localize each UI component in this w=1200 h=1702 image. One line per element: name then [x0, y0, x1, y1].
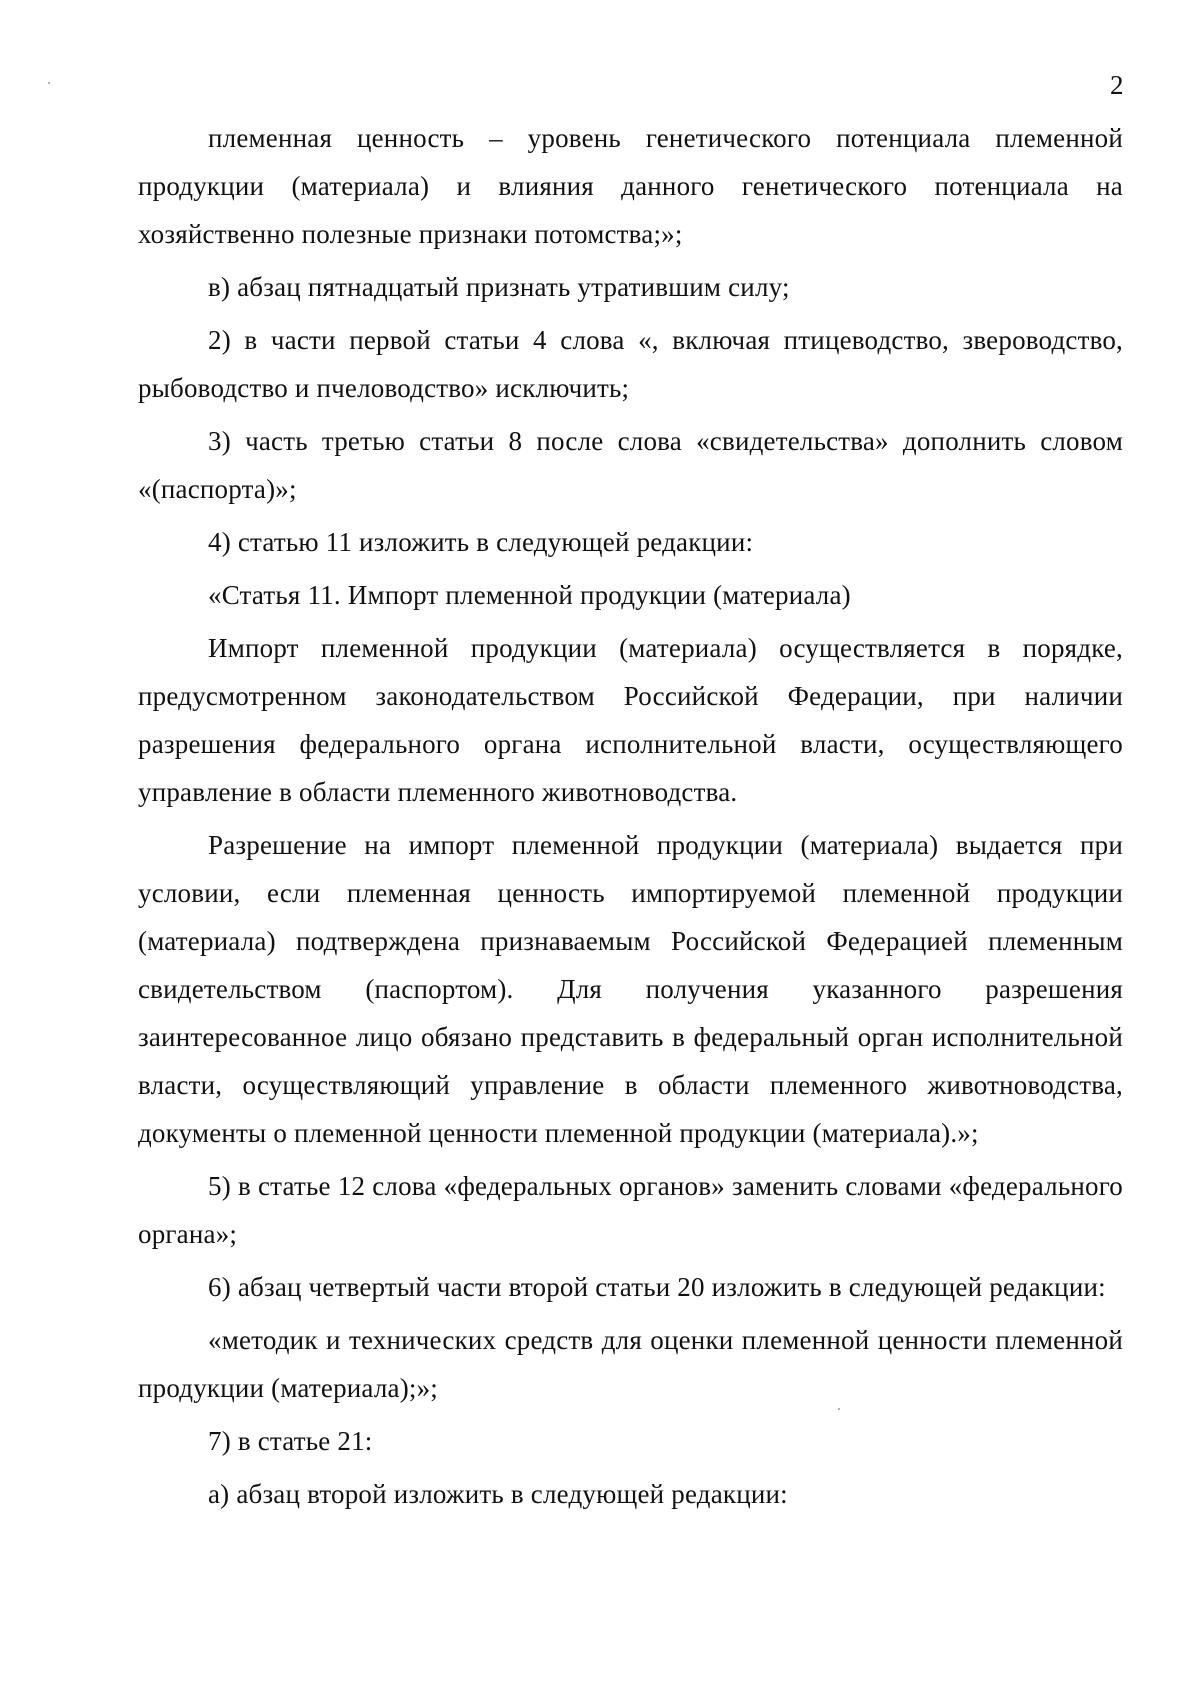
- page-number: 2: [1110, 70, 1124, 100]
- paragraph: 6) абзац четвертый части второй статьи 20 изложить в следующей редакции:: [208, 1272, 1106, 1302]
- paragraph: а) абзац второй изложить в следующей редакции:: [208, 1479, 788, 1509]
- paragraph: Разрешение на импорт племенной продукции (материала) выдается при условии, если племенная ценность импортируемой племенной продукции (материала) подтверждена признаваемым Российской Федерацией племенным свидетельством (паспортом). Для получения указанного разрешения заинтересованное лицо обязано представить в федеральный орган исполнительной власти, осуществляющий управление в области племенного животноводства, документы о племенной ценности племенной продукции (материала).»;: [138, 830, 1123, 1148]
- paragraph: 5) в статье 12 слова «федеральных органов» заменить словами «федерального органа»;: [138, 1171, 1123, 1249]
- scan-speck: [838, 1408, 840, 1410]
- paragraph: племенная ценность – уровень генетического потенциала племенной продукции (материала) и влияния данного генетического потенциала на хозяйственно полезные признаки потомства;»;: [138, 123, 1123, 249]
- scan-speck: [48, 82, 50, 84]
- paragraph: 7) в статье 21:: [208, 1426, 373, 1456]
- article-heading: «Статья 11. Импорт племенной продукции (материала): [208, 580, 851, 610]
- paragraph: 2) в части первой статьи 4 слова «, включая птицеводство, звероводство, рыбоводство и пчеловодство» исключить;: [138, 325, 1123, 403]
- paragraph: 3) часть третью статьи 8 после слова «свидетельства» дополнить словом «(паспорта)»;: [138, 426, 1123, 504]
- paragraph: 4) статью 11 изложить в следующей редакции:: [208, 527, 754, 557]
- paragraph: Импорт племенной продукции (материала) осуществляется в порядке, предусмотренном законодательством Российской Федерации, при наличии разрешения федерального органа исполнительной власти, осуществляющего управление в области племенного животноводства.: [138, 633, 1123, 807]
- document-body: [138, 114, 1123, 1518]
- paragraph: «методик и технических средств для оценки племенной ценности племенной продукции (материала);»;: [138, 1325, 1123, 1403]
- paragraph: в) абзац пятнадцатый признать утратившим силу;: [208, 272, 790, 302]
